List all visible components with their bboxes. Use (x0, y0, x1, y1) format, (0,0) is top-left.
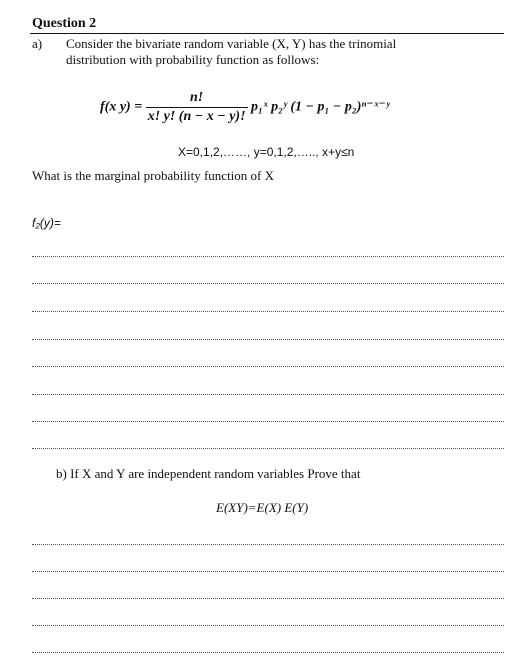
part-a-line-1: Consider the bivariate random variable (X, Y) has the trinomial (66, 36, 397, 51)
answer-line[interactable] (32, 598, 504, 599)
question-title: Question 2 (32, 16, 97, 31)
marginal-question: What is the marginal probability function of X (32, 168, 275, 183)
answer-line[interactable] (32, 311, 504, 312)
answer-line[interactable] (32, 283, 504, 284)
answer-line[interactable] (32, 652, 504, 653)
formula-fraction (146, 90, 248, 125)
answer-line[interactable] (32, 448, 504, 449)
part-a-line-2: distribution with probability function as follows: (66, 52, 320, 67)
title-underline (30, 33, 504, 34)
expectation-equation: E(XY)=E(X) E(Y) (216, 500, 309, 515)
answer-line[interactable] (32, 339, 504, 340)
answer-label: f₂(y)= (32, 216, 61, 230)
formula-lhs: f(x y) = (100, 99, 143, 115)
answer-line[interactable] (32, 625, 504, 626)
formula-domain: X=0,1,2,……, y=0,1,2,….., x+y≤n (178, 145, 355, 159)
part-a-label: a) (32, 36, 43, 51)
answer-line[interactable] (32, 421, 504, 422)
part-b-prompt: b) If X and Y are independent random variables Prove that (56, 466, 361, 481)
formula-rhs: p₁ˣ p₂ʸ (1 − p₁ − p₂)ⁿ⁻ˣ⁻ʸ (251, 99, 390, 115)
formula-denominator: x! y! (n − x − y)! (147, 109, 246, 124)
answer-line[interactable] (32, 366, 504, 367)
answer-line[interactable] (32, 394, 504, 395)
answer-line[interactable] (32, 256, 504, 257)
answer-line[interactable] (32, 571, 504, 572)
probability-function-formula (100, 90, 390, 125)
formula-numerator: n! (190, 90, 204, 105)
answer-line[interactable] (32, 544, 504, 545)
